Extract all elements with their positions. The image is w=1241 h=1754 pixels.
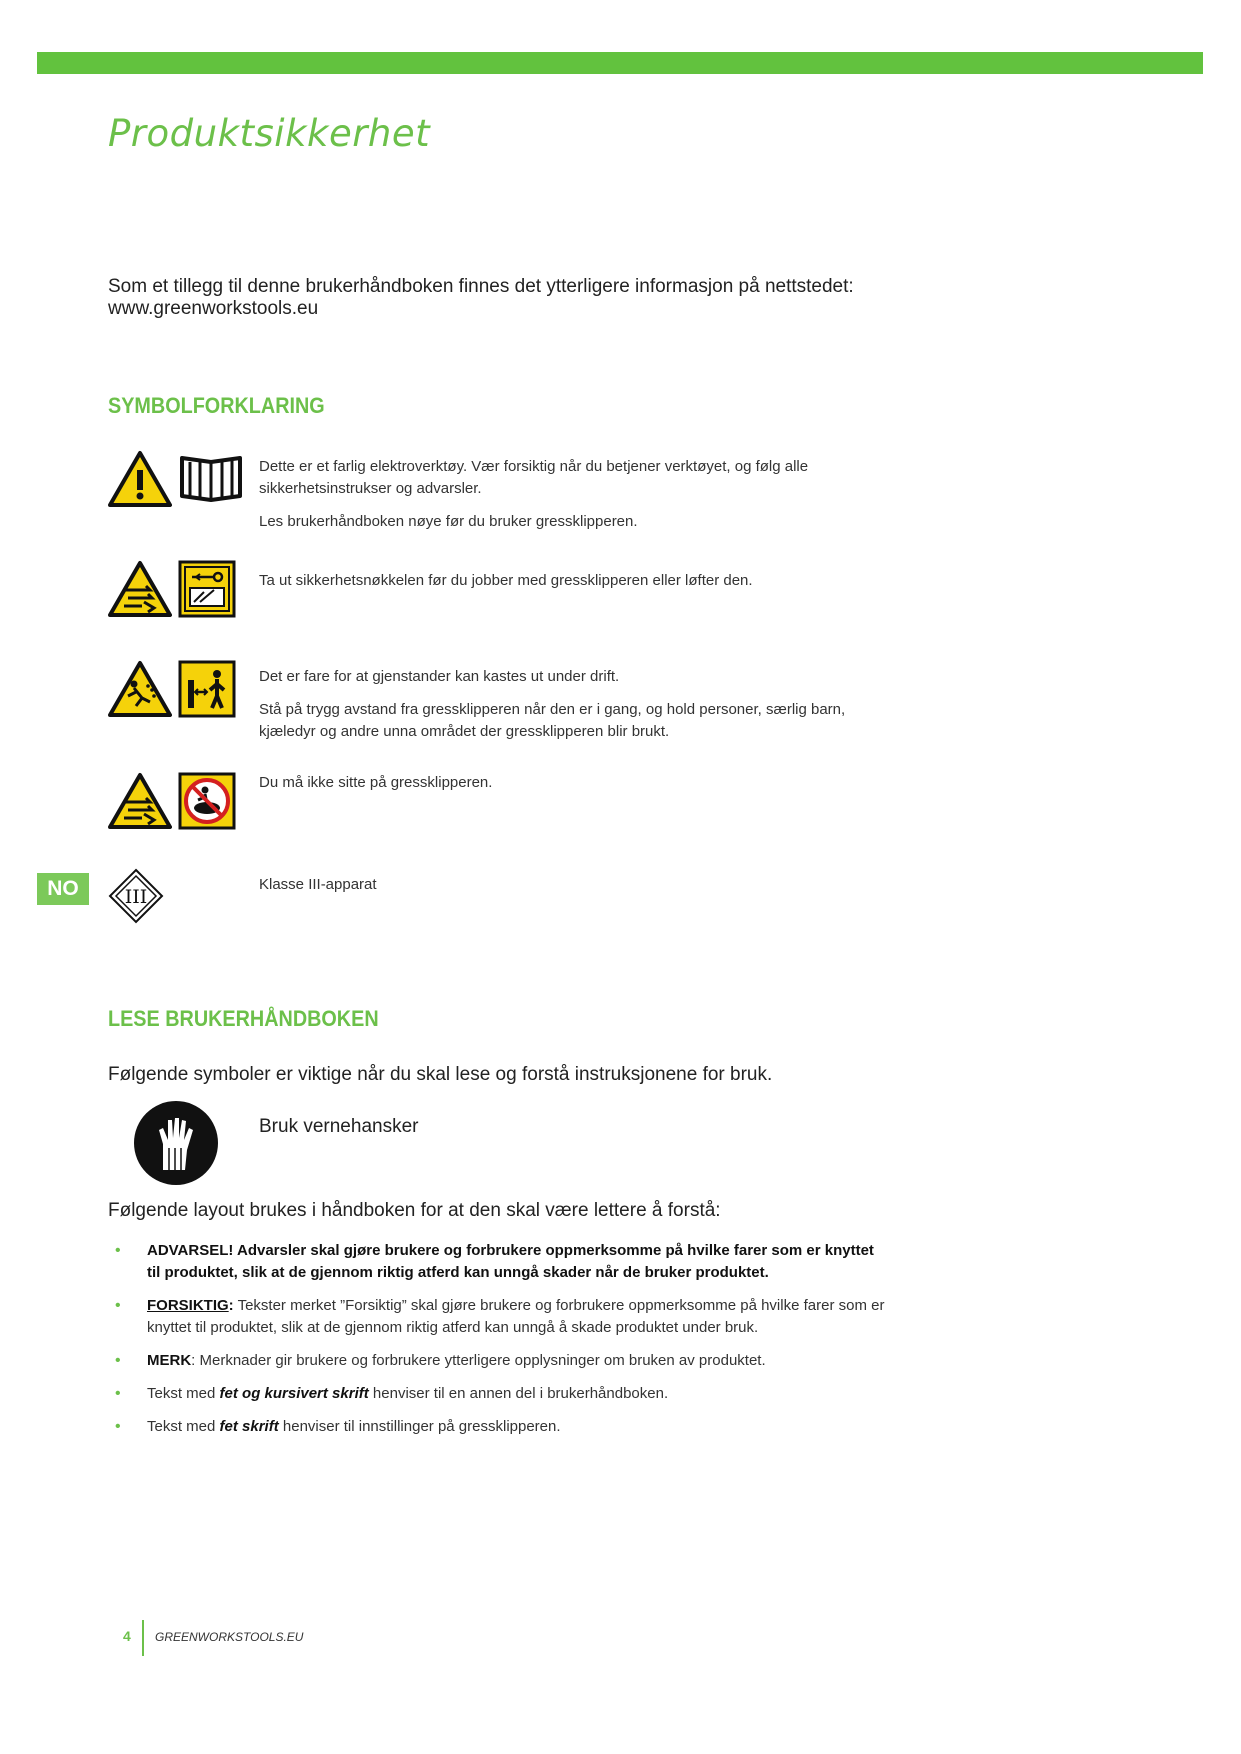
bullet-dot: • xyxy=(115,1352,121,1369)
bullet-text: henviser til innstillinger på gressklipperen. xyxy=(278,1418,561,1435)
symbol-description: Du må ikke sitte på gressklipperen. xyxy=(259,774,493,791)
caution-label: FORSIKTIG xyxy=(147,1297,229,1314)
footer-divider xyxy=(142,1620,144,1656)
intro-text xyxy=(108,276,928,320)
list-item xyxy=(108,1383,888,1405)
layout-legend-list xyxy=(108,1240,888,1449)
bullet-dot: • xyxy=(115,1385,121,1402)
symbol-description: Dette er et farlig elektroverktøy. Vær forsiktig når du betjener verktøyet, og følg alle sikkerhetsinstrukser og advarsler. xyxy=(259,458,809,497)
page-title: Produktsikkerhet xyxy=(108,112,431,155)
bullet-dot: • xyxy=(115,1297,121,1314)
symbol-section-heading: SYMBOLFORKLARING xyxy=(108,393,325,418)
no-riding-icon xyxy=(178,772,236,830)
top-accent-bar xyxy=(37,52,1203,74)
footer-website: GREENWORKSTOOLS.EU xyxy=(155,1630,304,1644)
note-text: : Merknader gir brukere og forbrukere ytterligere opplysninger om bruken av produktet. xyxy=(191,1352,766,1369)
read-section-intro: Følgende symboler er viktige når du skal lese og forstå instruksjonene for bruk. xyxy=(108,1064,773,1085)
svg-text:III: III xyxy=(124,886,148,908)
keep-distance-icon xyxy=(178,660,236,718)
warning-text: ADVARSEL! Advarsler skal gjøre brukere og forbrukere oppmerksomme på hvilke farer som er knyttet til produktet, slik at de gjennom riktig atferd kan unngå skader når de bruker produktet. xyxy=(147,1242,874,1281)
symbol-description: Stå på trygg avstand fra gressklipperen når den er i gang, og hold personer, særlig barn, kjæledyr og andre unna området der gressklipperen blir brukt. xyxy=(259,701,846,740)
blade-hazard-icon xyxy=(108,560,172,618)
note-label: MERK xyxy=(147,1352,192,1369)
glove-symbol xyxy=(133,1100,219,1191)
class-three-icon xyxy=(108,868,164,924)
bold-italic-sample: fet og kursivert skrift xyxy=(219,1385,369,1402)
protective-gloves-icon xyxy=(133,1100,219,1186)
glove-label: Bruk vernehansker xyxy=(259,1116,419,1137)
intro-website: www.greenworkstools.eu xyxy=(108,298,319,319)
page-number: 4 xyxy=(123,1628,131,1644)
list-item xyxy=(108,1416,888,1438)
bullet-text: henviser til en annen del i brukerhåndboken. xyxy=(368,1385,669,1402)
bullet-dot: • xyxy=(115,1418,121,1435)
intro-line-1: Som et tillegg til denne brukerhåndboken finnes det ytterligere informasjon på nettstedet: xyxy=(108,276,854,297)
blade-hazard-icon xyxy=(108,772,172,830)
read-section-heading: LESE BRUKERHÅNDBOKEN xyxy=(108,1006,379,1031)
remove-key-icon xyxy=(178,560,236,618)
caution-text: Tekster merket ”Forsiktig” skal gjøre brukere og forbrukere oppmerksomme på hvilke farer som er knyttet til produktet, slik at de gjennom riktig atferd kan unngå å skade produktet under bruk. xyxy=(147,1297,885,1336)
list-item xyxy=(108,1240,888,1284)
manual-book-icon xyxy=(178,452,244,502)
layout-intro: Følgende layout brukes i håndboken for at den skal være lettere å forstå: xyxy=(108,1200,721,1221)
symbol-description: Det er fare for at gjenstander kan kastes ut under drift. xyxy=(259,668,620,685)
thrown-objects-icon xyxy=(108,660,172,718)
symbol-description: Ta ut sikkerhetsnøkkelen før du jobber med gressklipperen eller løfter den. xyxy=(259,572,753,589)
symbol-description: Les brukerhåndboken nøye før du bruker gressklipperen. xyxy=(259,513,638,530)
symbol-description: Klasse III-apparat xyxy=(259,876,377,893)
list-item xyxy=(108,1350,888,1372)
caution-colon: : xyxy=(228,1297,234,1314)
warning-triangle-icon xyxy=(108,450,172,508)
language-tab: NO xyxy=(37,873,89,905)
list-item xyxy=(108,1295,888,1339)
bullet-dot: • xyxy=(115,1242,121,1259)
bullet-text: Tekst med xyxy=(147,1418,220,1435)
bold-sample: fet skrift xyxy=(219,1418,279,1435)
bullet-text: Tekst med xyxy=(147,1385,220,1402)
